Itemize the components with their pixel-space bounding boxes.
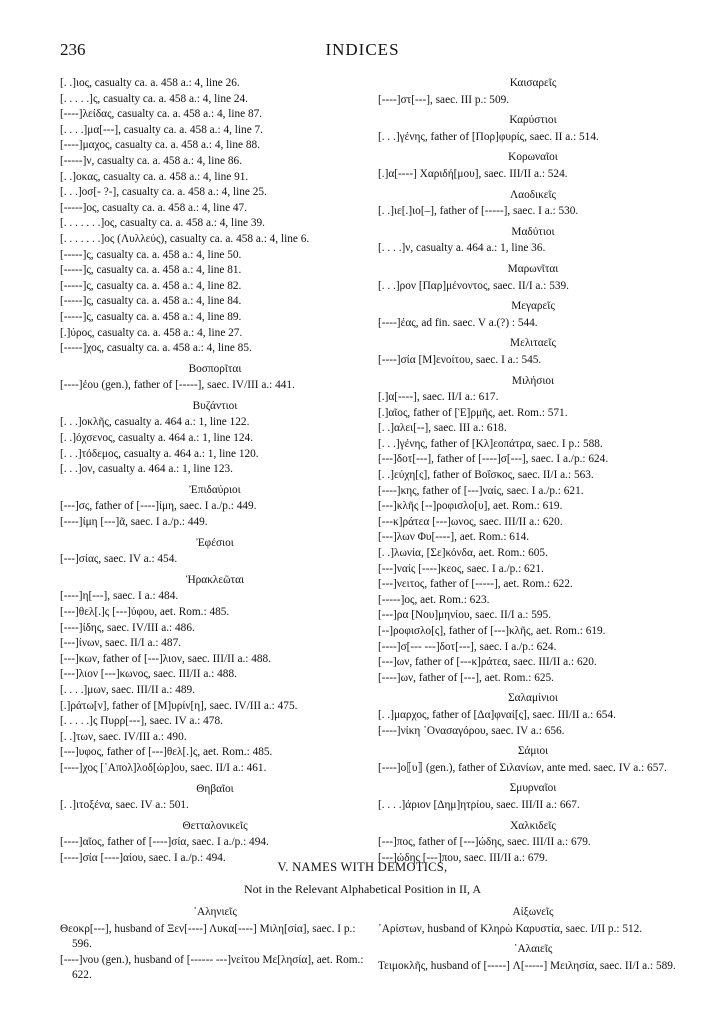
index-entry: [. . .]γένης, father of [Πορ]φυρίς, saec. II a.: 514. bbox=[378, 130, 599, 143]
index-entry: [. . .]οκλῆς, casualty a. 464 a.: 1, line 122. bbox=[60, 416, 250, 429]
index-entry: [----]η[---], saec. I a.: 484. bbox=[60, 590, 179, 603]
left-column bbox=[60, 76, 370, 867]
index-entry: [---]ναίς [----]κεος, saec. I a./p.: 621. bbox=[378, 562, 544, 575]
index-entry: [---]ων, father of [---κ]ράτεα, saec. III/II a.: 620. bbox=[378, 656, 597, 669]
index-entry: [-----]ος, aet. Rom.: 623. bbox=[378, 593, 490, 606]
group-heading: Μεγαρεῖς bbox=[511, 300, 555, 313]
index-entry: [--]ροφισλο[ς], father of [---]κλῆς, aet. Rom.: 619. bbox=[378, 625, 606, 637]
index-entry: [---]θελ[.]ς [---]ύφου, aet. Rom.: 485. bbox=[60, 606, 230, 618]
index-entry: Θεοκρ[---], husband of Ξεν[----] Λυκα[----] Μιλη[σία], saec. I p.: 596. bbox=[60, 922, 356, 951]
index-entry: [. . .]οσ[- ?-], casualty ca. a. 458 a.: 4, line 25. bbox=[60, 186, 267, 199]
index-entry: [. .]των, saec. IV/III a.: 490. bbox=[60, 730, 187, 743]
index-entry: [.]ύρος, casualty ca. a. 458 a.: 4, line 27. bbox=[60, 326, 243, 339]
group-heading: ᾿Αληνιεῖς bbox=[193, 906, 237, 918]
group-heading: Αἰξωνεῖς bbox=[512, 906, 554, 918]
index-entry: [. . . .]μων, saec. III/II a.: 489. bbox=[60, 683, 195, 696]
group-heading: Βυζάντιοι bbox=[192, 399, 238, 412]
index-entry: [-----]ς, casualty ca. a. 458 a.: 4, line 50. bbox=[60, 248, 242, 261]
index-entry: [----]νου (gen.), husband of [------ ---]νείτου Με[λησία], aet. Rom.: 622. bbox=[60, 953, 364, 982]
index-entry: [. .]όχσενος, casualty a. 464 a.: 1, line 124. bbox=[60, 432, 254, 445]
index-entry: [----]σ[--- ---]δοτ[---], saec. I a./p.: 624. bbox=[378, 640, 557, 653]
section-title: V. NAMES WITH DEMOTICS, bbox=[277, 860, 448, 874]
group-heading: Καισαρεῖς bbox=[509, 77, 557, 89]
index-entry: [---]ίνων, saec. II/I a.: 487. bbox=[60, 637, 182, 650]
group-heading: Μαρωνῖται bbox=[507, 262, 559, 275]
index-entry: [---]πος, father of [---]ώδης, saec. III/II a.: 679. bbox=[378, 836, 591, 849]
group-heading: Καρύστιοι bbox=[509, 114, 557, 127]
group-heading: Μαδύτιοι bbox=[511, 225, 555, 238]
index-entry: [-----]ς, casualty ca. a. 458 a.: 4, line 84. bbox=[60, 295, 242, 308]
index-entry: [----]ων, father of [---], aet. Rom.: 625. bbox=[378, 671, 554, 684]
group-heading: Βοσπορῖται bbox=[188, 362, 242, 375]
group-heading: Μελιταεῖς bbox=[510, 337, 556, 350]
page-number: 236 bbox=[60, 40, 86, 59]
index-entry: [---]δοτ[---], father of [----]σ[---], saec. I a./p.: 624. bbox=[378, 453, 609, 466]
bottom-left-column bbox=[60, 905, 370, 984]
index-entry: [----]στ[---], saec. III p.: 509. bbox=[378, 93, 510, 106]
index-entry: [. . . . . . .]ος, casualty ca. a. 458 a.: 4, line 39. bbox=[60, 217, 265, 230]
index-entry: [-----]χος, casualty ca. a. 458 a.: 4, line 85. bbox=[60, 342, 252, 355]
index-entry: [-----]ς, casualty ca. a. 458 a.: 4, line 89. bbox=[60, 310, 242, 323]
index-entry: Τειμοκλῆς, husband of [-----] Λ[-----] Μειλησία, saec. II/I a.: 589. bbox=[378, 959, 676, 972]
group-heading: Λαοδικεῖς bbox=[509, 188, 557, 201]
index-entry: [-----]ος, casualty ca. a. 458 a.: 4, line 47. bbox=[60, 201, 248, 214]
group-heading: Μιλήσιοι bbox=[511, 374, 555, 387]
index-entry: [. . .]ρον [Παρ]μένοντος, saec. II/I a.: 539. bbox=[378, 279, 569, 292]
group-heading: Ἐπιδαύριοι bbox=[189, 483, 241, 496]
index-entry: [----]ίμη [---]ᾶ, saec. I a./p.: 449. bbox=[60, 516, 208, 529]
bottom-right-column bbox=[378, 905, 688, 974]
index-entry: [---]κλῆς [--]ροφισλο[υ], aet. Rom.: 619. bbox=[378, 500, 563, 513]
index-entry: [-----]ν, casualty ca. a. 458 a.: 4, line 86. bbox=[60, 154, 243, 167]
index-entry: [. . . .]μα[---], casualty ca. a. 458 a.: 4, line 7. bbox=[60, 123, 264, 136]
index-entry: [. .]οκας, casualty ca. a. 458 a.: 4, line 91. bbox=[60, 170, 249, 183]
index-entry: [-----]ς, casualty ca. a. 458 a.: 4, line 82. bbox=[60, 279, 242, 292]
index-entry: [---]ώδης [---]που, saec. III/II a.: 679. bbox=[378, 851, 548, 864]
index-entry: [. . .]ον, casualty a. 464 a.: 1, line 123. bbox=[60, 463, 233, 476]
index-entry: [. . . . . . .]ος (Λυλλεύς), casualty ca. a. 458 a.: 4, line 6. bbox=[60, 232, 310, 245]
index-entry: [----]ο⟦υ⟧ (gen.), father of Σιλανίων, ante med. saec. IV a.: 657. bbox=[378, 761, 667, 774]
group-heading: Σάμιοι bbox=[517, 745, 549, 758]
index-entry: [. .]μαρχος, father of [Δα]φναί[ς], saec. III/II a.: 654. bbox=[378, 708, 616, 721]
index-entry: [-----]ς, casualty ca. a. 458 a.: 4, line 81. bbox=[60, 264, 242, 277]
group-heading: Ἡρακλεῶται bbox=[185, 573, 245, 586]
index-entry: [.]ράτω[ν], father of [Μ]υρίν[η], saec. IV/III a.: 475. bbox=[60, 699, 298, 712]
index-entry: [. . . .]άριον [Δημ]ητρίου, saec. III/II a.: 667. bbox=[378, 798, 580, 811]
index-entry: [---]σς, father of [----]ίμη, saec. I a./p.: 449. bbox=[60, 500, 257, 513]
index-entry: [----]σία [Μ]ενοίτου, saec. I a.: 545. bbox=[378, 353, 542, 366]
index-entry: [----]ίδης, saec. IV/III a.: 486. bbox=[60, 621, 195, 634]
index-entry: [.]α[----], saec. II/I a.: 617. bbox=[378, 391, 499, 404]
index-entry: [. .]ιτοξένα, saec. IV a.: 501. bbox=[60, 799, 189, 812]
index-entry: [----]έου (gen.), father of [-----], saec. IV/III a.: 441. bbox=[60, 379, 295, 392]
index-entry: [. .]λωνία, [Σε]κόνδα, aet. Rom.: 605. bbox=[378, 547, 548, 560]
index-entry: [. .]ιος, casualty ca. a. 458 a.: 4, line 26. bbox=[60, 77, 240, 89]
index-entry: [----]μαχος, casualty ca. a. 458 a.: 4, line 88. bbox=[60, 139, 261, 152]
group-heading: Θηβαῖοι bbox=[196, 782, 234, 795]
index-entry: [---]ρα [Νου]μηνίου, saec. II/I a.: 595. bbox=[378, 609, 552, 622]
index-entry: [----]σία [----]αίου, saec. I a./p.: 494. bbox=[60, 851, 226, 864]
section-subtitle: Not in the Relevant Alphabetical Position in II, A bbox=[244, 882, 481, 896]
index-entry: [----]αῖος, father of [----]σία, saec. I a./p.: 494. bbox=[60, 836, 269, 849]
index-entry: [----]κης, father of [---]ναίς, saec. I a./p.: 621. bbox=[378, 484, 584, 497]
index-entry: [----]έας, ad fin. saec. V a.(?) : 544. bbox=[378, 316, 538, 329]
index-entry: [----]λείδας, casualty ca. a. 458 a.: 4, line 87. bbox=[60, 108, 263, 121]
index-entry: [. .]εύχη[ς], father of Βοΐσκος, saec. II/I a.: 563. bbox=[378, 469, 594, 482]
index-entry: [----]χος [᾿Απολ]λοδ[ώρ]ου, saec. II/I a.: 461. bbox=[60, 761, 267, 774]
index-entry: [---]λων Φυ[----], aet. Rom.: 614. bbox=[378, 531, 530, 544]
group-heading: Κορωναῖοι bbox=[508, 151, 558, 164]
group-heading: Σαλαμίνιοι bbox=[508, 692, 558, 705]
index-entry: [---]λιον [---]κωνος, saec. III/II a.: 488. bbox=[60, 668, 237, 681]
index-entry: [. . . . .]ς Πυρρ[---], saec. IV a.: 478. bbox=[60, 715, 223, 728]
index-entry: [---]σίας, saec. IV a.: 454. bbox=[60, 553, 178, 566]
index-entry: [. .]ιε[.]ιο[–], father of [-----], saec. I a.: 530. bbox=[378, 205, 579, 218]
group-heading: Θετταλονικεῖς bbox=[182, 819, 248, 832]
index-entry: [---κ]ράτεα [---]ωνος, saec. III/II a.: 620. bbox=[378, 515, 563, 528]
index-entry: [.]αῖος, father of [Ἑ]ρμῆς, aet. Rom.: 571. bbox=[378, 406, 568, 419]
index-entry: [. . . . .]ς, casualty ca. a. 458 a.: 4, line 24. bbox=[60, 92, 248, 105]
index-entry: [---]κων, father of [---]λιον, saec. III/II a.: 488. bbox=[60, 652, 272, 665]
group-heading: Χαλκιδεῖς bbox=[510, 819, 556, 832]
index-entry: ᾿Αρίστων, husband of Κληρὼ Καρυστία, saec. I/II p.: 512. bbox=[378, 922, 643, 935]
index-entry: [.]α[----] Χαριδή[μου], saec. III/II a.: 524. bbox=[378, 167, 568, 180]
group-heading: Σμυρναῖοι bbox=[509, 782, 557, 795]
index-entry: [---]υφος, father of [---]θελ[.]ς, aet. Rom.: 485. bbox=[60, 746, 273, 759]
index-entry: [. . .]γένης, father of [Κλ]εοπάτρα, saec. I p.: 588. bbox=[378, 437, 603, 450]
group-heading: Ἐφέσιοι bbox=[196, 536, 234, 549]
index-entry: [. .]αλει[--], saec. III a.: 618. bbox=[378, 422, 507, 435]
index-entry: [. . .]τόδεμος, casualty a. 464 a.: 1, line 120. bbox=[60, 447, 259, 460]
index-entry: [----]νίκη ᾿Ονασαγόρου, saec. IV a.: 656. bbox=[378, 724, 565, 737]
running-head: INDICES bbox=[325, 40, 400, 59]
index-entry: [. . . .]ν, casualty a. 464 a.: 1, line 36. bbox=[378, 242, 546, 255]
group-heading: ᾿Αλαιεῖς bbox=[513, 943, 553, 956]
index-entry: [---]νειτος, father of [-----], aet. Rom.: 622. bbox=[378, 578, 573, 591]
right-column bbox=[378, 76, 688, 866]
